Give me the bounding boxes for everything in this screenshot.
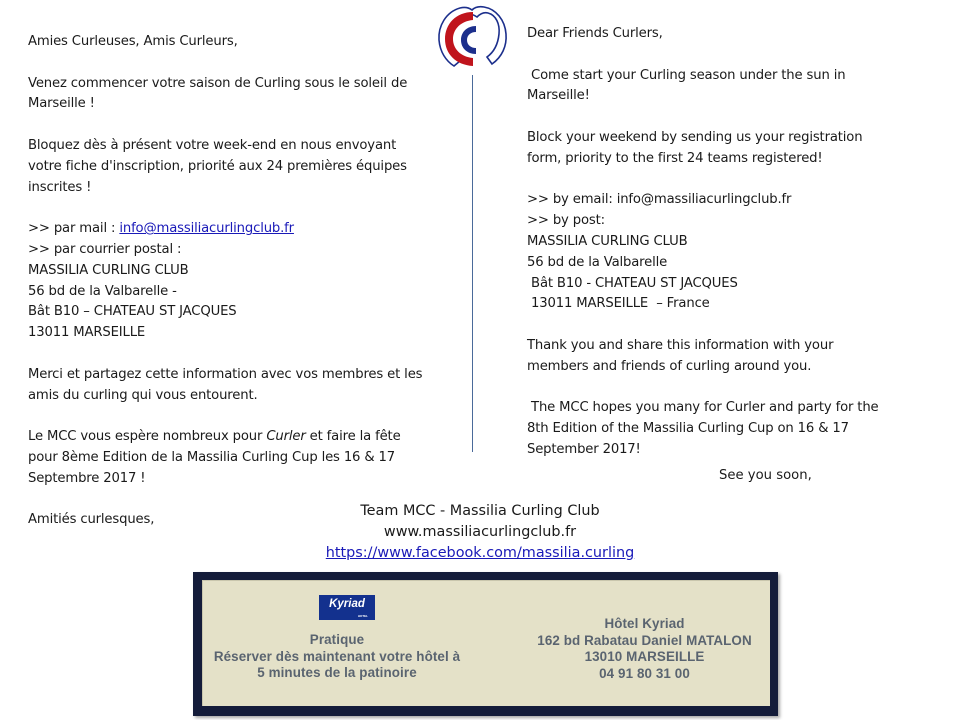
hotel-kyriad-banner — [193, 572, 778, 716]
french-paragraph-2-line-3: inscrites ! — [28, 179, 92, 195]
english-email-line: >> by email: info@massiliacurlingclub.fr — [527, 192, 792, 208]
french-post-label: >> par courrier postal : — [28, 241, 182, 257]
english-paragraph-3-line-2: members and friends of curling around you. — [527, 358, 812, 374]
english-paragraph-1-line-2: Marseille! — [527, 88, 590, 104]
banner-left-text — [202, 632, 472, 682]
footer-facebook-link[interactable]: https://www.facebook.com/massilia.curling — [325, 545, 635, 561]
kyriad-brand-sub: HOTEL — [357, 614, 368, 618]
english-greeting: Dear Friends Curlers, — [527, 26, 663, 41]
english-letter-column — [527, 24, 937, 461]
banner-hotel-street: 162 bd Rabatau Daniel MATALON — [537, 632, 752, 648]
english-paragraph-4-line-1: The MCC hopes you many for Curler and party for the — [527, 400, 879, 416]
english-post-label: >> by post: — [527, 213, 605, 229]
footer-team-name: Team MCC - Massilia Curling Club — [360, 503, 600, 519]
french-paragraph-4-line-3: Septembre 2017 ! — [28, 470, 146, 486]
english-paragraph-4-line-3: September 2017! — [527, 441, 641, 457]
kyriad-logo — [319, 595, 375, 620]
english-signoff: See you soon, — [719, 468, 812, 483]
kyriad-brand-text: Kyriad — [329, 598, 365, 610]
english-paragraph-2-line-1: Block your weekend by sending us your registration — [527, 129, 863, 145]
french-paragraph-1-line-1: Venez commencer votre saison de Curling sous le soleil de — [28, 75, 408, 91]
english-address-line-4: 13011 MARSEILLE – France — [527, 296, 710, 312]
banner-hotel-phone: 04 91 80 31 00 — [599, 665, 690, 681]
french-paragraph-2-line-1: Bloquez dès à présent votre week-end en nous envoyant — [28, 137, 397, 153]
english-paragraph-4-line-2: 8th Edition of the Massilia Curling Cup on 16 & 17 — [527, 421, 849, 437]
english-paragraph-2-line-2: form, priority to the first 24 teams registered! — [527, 150, 823, 166]
french-paragraph-3-line-2: amis du curling qui vous entourent. — [28, 387, 258, 403]
footer-contact — [0, 501, 960, 564]
banner-hotel-address — [522, 616, 767, 682]
banner-left-line-3: 5 minutes de la patinoire — [257, 665, 417, 680]
french-p4-pre: Le MCC vous espère nombreux pour — [28, 429, 267, 445]
french-letter-column — [28, 32, 468, 531]
footer-website: www.massiliacurlingclub.fr — [383, 524, 577, 540]
french-mail-line — [28, 219, 468, 240]
english-address-line-1: MASSILIA CURLING CLUB — [527, 233, 688, 249]
french-p4-italic: Curler — [266, 429, 306, 445]
french-mail-prefix: >> par mail : — [28, 221, 120, 237]
english-paragraph-1-line-1: Come start your Curling season under the sun in — [527, 67, 846, 83]
french-paragraph-4-line-2: pour 8ème Edition de la Massilia Curling Cup les 16 & 17 — [28, 449, 395, 465]
english-address-line-3: Bât B10 - CHATEAU ST JACQUES — [527, 275, 738, 291]
banner-panel — [202, 580, 770, 706]
french-paragraph-3-line-1: Merci et partagez cette information avec vos membres et les — [28, 366, 423, 382]
french-address-line-4: 13011 MARSEILLE — [28, 325, 146, 341]
banner-hotel-city: 13010 MARSEILLE — [584, 649, 705, 664]
english-paragraph-3-line-1: Thank you and share this information with your — [527, 337, 834, 353]
french-address-line-1: MASSILIA CURLING CLUB — [28, 262, 189, 278]
french-address-line-2: 56 bd de la Valbarelle - — [28, 283, 177, 299]
english-address-line-2: 56 bd de la Valbarelle — [527, 254, 668, 270]
french-paragraph-1-line-2: Marseille ! — [28, 96, 95, 112]
french-email-link[interactable]: info@massiliacurlingclub.fr — [119, 221, 294, 237]
french-closing: Amitiés curlesques, — [28, 512, 155, 528]
french-p4-post: et faire la fête — [305, 429, 401, 445]
french-address-line-3: Bât B10 – CHATEAU ST JACQUES — [28, 304, 237, 320]
french-greeting: Amies Curleuses, Amis Curleurs, — [28, 34, 238, 49]
french-paragraph-4-line-1 — [28, 427, 468, 448]
banner-pratique: Pratique — [309, 632, 365, 647]
banner-hotel-name: Hôtel Kyriad — [604, 616, 685, 631]
banner-left-line-2: Réserver dès maintenant votre hôtel à — [213, 648, 461, 664]
french-paragraph-2-line-2: votre fiche d'inscription, priorité aux 24 premières équipes — [28, 158, 407, 174]
column-divider — [472, 75, 473, 452]
